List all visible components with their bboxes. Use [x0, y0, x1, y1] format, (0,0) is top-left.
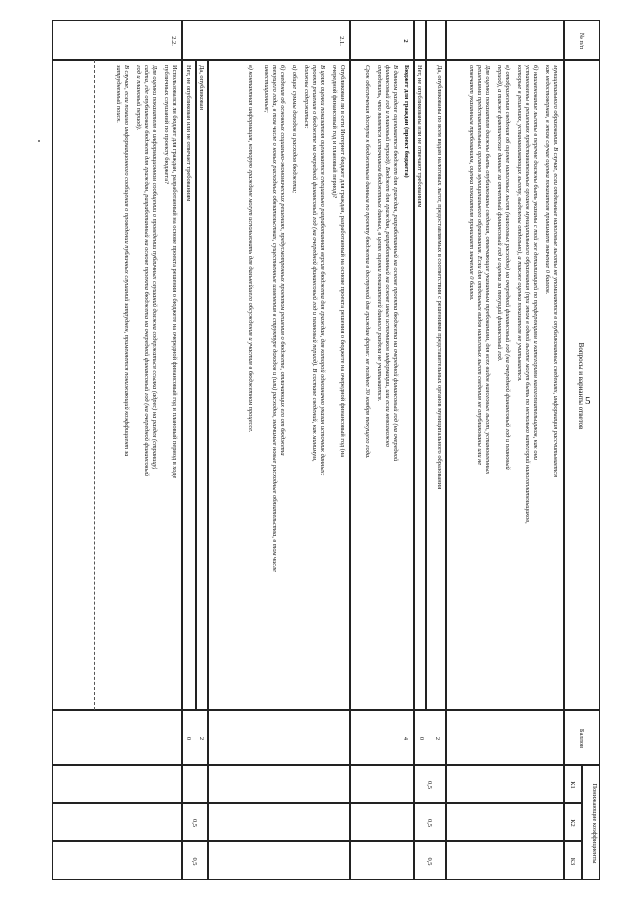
q21-line: инвестиционные;	[263, 65, 270, 113]
q22-num: 2.2.	[170, 36, 177, 46]
r1-k3-cell	[446, 841, 564, 880]
q21-line: а) общие суммы доходов и расходов бюджета;	[291, 65, 298, 194]
header-question-cell	[564, 60, 600, 710]
r1-k1-cell	[446, 765, 564, 803]
rotated-table	[35, 20, 600, 880]
q22-points-cell	[52, 710, 182, 765]
r1-num-cell	[446, 20, 564, 60]
r1-k3-val-cell	[414, 841, 446, 880]
q21-k3-val-cell	[182, 841, 208, 880]
q21-k2-value: 0,5	[191, 819, 198, 827]
q21-num-cell	[182, 20, 350, 60]
q21-k3-cell	[208, 841, 350, 880]
s2-points-cell	[350, 710, 414, 765]
header-coef-cell	[582, 765, 600, 880]
q21-yes-points: 2	[198, 736, 205, 741]
s2-line: В данном разделе оценивается бюджет для граждан, разработанный на основе проекта бюджета на очередной финансовый год (на очередной	[392, 65, 399, 462]
r1-no-cell	[414, 60, 426, 710]
scan-speck	[38, 140, 40, 142]
r1-k1-value: 0,5	[426, 781, 433, 789]
q21-line: текущего года, в том числе о новых расходных обязательствах, существенные изменения в структуре доходов и (или) расходов, значимые новые расходные обязательства, в том числе	[271, 65, 278, 572]
r1-no-num-cell	[414, 20, 426, 60]
q21-ans-points-cell	[182, 710, 208, 765]
q22-k2-cell	[52, 803, 182, 841]
s2-line: определить, что является источником бюджетных данных, в целях оценки показателей данного раздела не учитывается.	[376, 65, 383, 402]
r1-line: установлены в решениях представительных органов муниципального образования (при этом в одной льготе могут быть по несколько категорий налогоплательщиков,	[524, 65, 531, 524]
s2-line: Срок обеспечения доступа к бюджетным данным по проекту бюджета в доступной для граждан форме: не позднее 30 ноября текущего года.	[364, 65, 371, 459]
scan-fold-line	[94, 60, 95, 710]
q21-line: Опубликован ли в сети Интернет бюджет для граждан, разработанный на основе проекта решения о бюджете на очередной финансовый год (на	[339, 65, 346, 458]
header-k1-cell	[564, 765, 582, 803]
r1-line: муниципального образования. В случае, если отдельные налоговые льготы не упоминаются в опубликованных сведениях, информация рассчитывается	[552, 65, 559, 478]
r1-no-points: 0	[418, 736, 425, 741]
s2-line: финансовый год и плановый период). Бюджет для граждан, разработанный на основе иных источников информации, или если невозможно	[384, 65, 391, 447]
r1-line: которые в решениях, устанавливающих льготу, выделены отдельно), а также оценка показателя не учитывается.	[516, 65, 523, 382]
q21-no-points: 0	[185, 736, 192, 741]
header-k3: К3	[569, 857, 576, 866]
s2-num: 2	[402, 39, 409, 43]
r1-k2-val-cell	[414, 803, 446, 841]
q21-line: проект решения о бюджете на очередной финансовый год (на очередной финансовый год и плановый период). В составе сведений, как минимум,	[311, 65, 318, 462]
q22-line: затрудненный поиск.	[115, 65, 122, 123]
header-k2: К2	[569, 819, 576, 827]
r1-k1-val-cell	[414, 765, 446, 803]
q21-num: 2.1.	[338, 36, 345, 46]
q21-line: очередной финансовый год и плановый период)?	[331, 65, 338, 199]
r1-k3-value: 0,5	[426, 857, 433, 866]
header-k3-cell	[564, 841, 582, 880]
q22-text-cell	[52, 60, 182, 710]
r1-line: Для оценки показателя должны быть опубликованы сведения, отвечающие указанным требованиям, для всех видов налоговых льгот, установленных	[484, 65, 491, 475]
q21-k2-val-cell	[182, 803, 208, 841]
header-points: Баллов	[578, 728, 585, 749]
s2-title: Бюджет для граждан (проект бюджета)	[403, 65, 410, 178]
q21-yes-cell	[196, 60, 208, 710]
q22-line: В случае, если помимо информационного сообщения о проведении публичных слушаний затруднен, применяется понижающий коэффициент за	[123, 65, 130, 457]
s2-text-cell	[350, 60, 414, 710]
q21-k3-value: 0,5	[191, 857, 198, 866]
q22-line: год и плановый период).	[135, 65, 142, 131]
q21-line: б) сведения об основных социально-экономических решениях, предусмотренных проектом решения о бюджете, отличающих его от бюджета	[279, 65, 286, 456]
s2-k2-cell	[350, 803, 414, 841]
r1-line: решениями представительных органов муниципального образования. Если для отдельных видов налоговых льгот сведения не опубликованы или не	[476, 65, 483, 466]
r1-k2-cell	[446, 803, 564, 841]
r1-yes-num-cell	[426, 20, 446, 60]
r1-line: как недостоверная, в этом случае оценка показателя принимает значение 0 баллов.	[544, 65, 551, 295]
q21-no-text: Нет, не опубликован или не отвечает требованиям	[185, 65, 192, 202]
q21-line: должны содержаться:	[303, 65, 310, 129]
q21-k1-cell	[208, 765, 350, 803]
r1-yes-points-cell	[414, 710, 446, 765]
r1-line: отвечают указанным требованиям, оценка показателя принимает значение 0 баллов.	[468, 65, 475, 301]
r1-no-text: Нет, не опубликованы или не отвечают требованиям	[416, 65, 423, 208]
r1-points-cell	[446, 710, 564, 765]
q21-text-cell	[208, 60, 350, 710]
q22-k1-cell	[52, 765, 182, 803]
r1-line: б) наименование льготы в перечне должны быть указаны с той же детализацией по преференциям и категориям налогоплательщиков, как они	[532, 65, 539, 460]
r1-yes-cell	[426, 60, 446, 710]
header-question: Вопросы и варианты ответов	[577, 342, 585, 430]
header-num-cell	[564, 20, 600, 60]
r1-text-cell	[446, 60, 564, 710]
q22-num-cell	[52, 20, 182, 60]
q22-line: сайта, где опубликован бюджет для граждан, разработанный на основе проекта бюджета на очередной финансовый год (на очередной финансовый	[143, 65, 150, 476]
header-k1: К1	[569, 781, 576, 789]
header-coef: Понижающие коэффициенты	[591, 783, 598, 864]
s2-k1-cell	[350, 765, 414, 803]
s2-num-cell	[350, 20, 414, 60]
r1-k2-value: 0,5	[426, 819, 433, 827]
s2-k3-cell	[350, 841, 414, 880]
q22-k3-cell	[52, 841, 182, 880]
q21-k2-cell	[208, 803, 350, 841]
q22-line: публичных слушаний по проекту бюджета?	[163, 65, 170, 184]
q21-line: В целях оценки показателя оценивается специально разработанная версия бюджета для граждан, для которой однозначно указан источник данных:	[319, 65, 326, 476]
q21-points-cell	[208, 710, 350, 765]
q22-line: Использовался ли бюджет для граждан, разработанный на основе проекта решения о бюджете на очередной финансовый год и плановый период в ходе	[171, 65, 178, 479]
q21-yes-text: Да, опубликован	[198, 65, 205, 110]
header-num: № п/п	[578, 32, 585, 50]
header-points-cell	[564, 710, 600, 765]
q21-line: в) контактная информация, которую граждане могут использовать для дальнейшего обсуждения и участия в бюджетном процессе.	[247, 65, 254, 433]
criteria-table	[35, 20, 600, 880]
header-k2-cell	[564, 803, 582, 841]
q21-k1-val-cell	[182, 765, 208, 803]
r1-line: в) отображения сведения об оценке налоговых льгот (налоговых расходов) на очередной финансовый год (на очередной финансовый год и плановый	[504, 65, 511, 470]
s2-points: 4	[402, 736, 409, 741]
r1-yes-points: 2	[434, 736, 441, 741]
q22-line: Для оценки показателя в информационном сообщении о проведении публичных слушаний должна содержаться ссылка (адрес) на раздел (страницу)	[151, 65, 158, 470]
r1-yes-text: Да, опубликованы по всем видам налоговых льгот, предоставляемых в соответствии с решениями представительных органов муниципального образования	[436, 65, 443, 490]
r1-line: период), а также фактические данные за отчетный финансовый год и оценка за текущий финансовый год.	[496, 65, 503, 362]
q21-no-cell	[182, 60, 196, 710]
page-number: 5	[585, 395, 591, 407]
